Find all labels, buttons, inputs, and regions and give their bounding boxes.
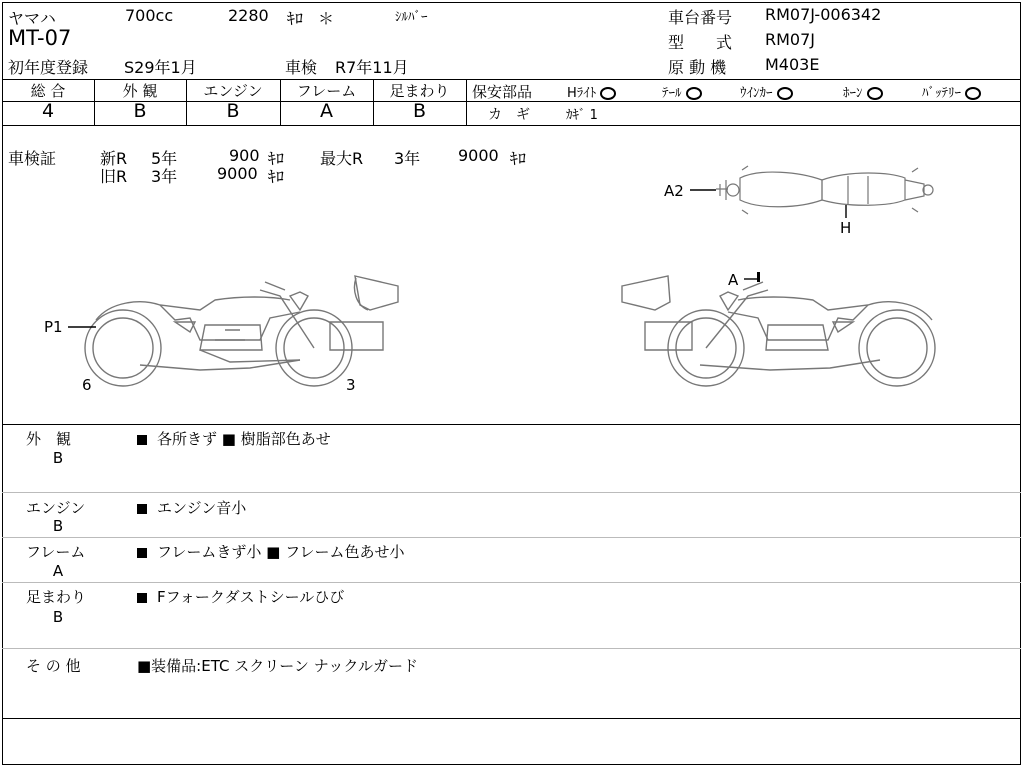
engine-value: M403E (765, 55, 820, 74)
comment-area-bottom (2, 718, 1021, 719)
marker-label-p1: P1 (44, 318, 63, 336)
cert-old-label: 旧R (100, 167, 128, 186)
marker-label-h: H (840, 219, 852, 237)
section-divider-1 (2, 492, 1021, 493)
safety-item-headlight: Hﾗｲﾄ (567, 82, 616, 101)
first-reg-value: S29年1月 (124, 58, 197, 77)
section-text-exterior: 各所きず ■ 樹脂部色あせ (137, 428, 331, 449)
ok-circle-icon (686, 87, 702, 100)
grade-label-overall: 総 合 (30, 82, 66, 100)
section-label-suspension: 足まわり (26, 588, 87, 606)
cert-new-unit: ｷﾛ (268, 149, 285, 168)
ok-circle-icon (600, 87, 616, 100)
marker-label-a2: A2 (664, 182, 684, 200)
ok-circle-icon (867, 87, 883, 100)
grade-value-suspension: B (412, 100, 427, 122)
cert-max-unit: ｷﾛ (510, 149, 527, 168)
mileage-unit: ｷﾛ (287, 9, 304, 28)
cert-new-price: 900 (229, 146, 260, 165)
frame-no-label: 車台番号 (668, 8, 733, 27)
section-divider-4 (2, 648, 1021, 649)
cert-label: 車検証 (8, 149, 57, 168)
model-name: MT-07 (8, 26, 72, 50)
ok-circle-icon (965, 87, 981, 100)
mileage-flag: ＊ (318, 9, 335, 28)
grade-label-frame: フレーム (296, 82, 357, 100)
cert-max-years: 3年 (394, 149, 421, 168)
section-label-engine: エンジン (26, 499, 86, 517)
safety-item-tail: ﾃｰﾙ (662, 82, 702, 101)
grade-table-bottom (2, 125, 1021, 126)
grade-label-engine: エンジン (203, 82, 263, 100)
cert-max-price: 9000 (458, 146, 499, 165)
cert-old-price: 9000 (217, 164, 258, 183)
frame-no-value: RM07J-006342 (765, 5, 882, 24)
cert-new-label: 新R (100, 149, 128, 168)
section-grade-frame: A (52, 562, 64, 580)
section-label-frame: フレーム (26, 543, 86, 561)
first-reg-label: 初年度登録 (8, 58, 89, 77)
safety-item-horn: ﾎｰﾝ (843, 82, 883, 101)
marker-label-3: 3 (346, 376, 356, 394)
ok-circle-icon (777, 87, 793, 100)
key-label: カ ギ (488, 107, 530, 123)
safety-label: 保安部品 (472, 83, 533, 101)
inspection-label: 車検 (285, 58, 318, 77)
grade-value-overall: 4 (41, 100, 55, 122)
type-value: RM07J (765, 30, 815, 49)
section-grade-suspension: B (52, 608, 64, 626)
grade-value-frame: A (320, 100, 333, 122)
bullet-icon (137, 593, 147, 603)
marker-label-6: 6 (82, 376, 92, 394)
section-grade-exterior: B (52, 449, 64, 467)
section-text-other: ■装備品:ETC スクリーン ナックルガード (137, 657, 418, 675)
grade-col-sep-5 (466, 79, 467, 125)
bullet-icon (137, 435, 147, 445)
bullet-icon (137, 504, 147, 514)
type-label: 型 式 (668, 33, 733, 52)
cert-old-unit: ｷﾛ (268, 167, 285, 186)
mileage: 2280 (228, 6, 269, 25)
cert-new-years: 5年 (151, 149, 178, 168)
displacement: 700cc (125, 6, 174, 25)
section-text-suspension: Fフォークダストシールひび (137, 586, 344, 607)
section-divider-3 (2, 582, 1021, 583)
section-text-frame: フレームきず小 ■ フレーム色あせ小 (137, 541, 405, 562)
grade-label-suspension: 足まわり (389, 82, 450, 100)
color: ｼﾙﾊﾞｰ (395, 10, 428, 25)
engine-label: 原 動 機 (668, 58, 727, 77)
safety-divider (466, 101, 1021, 102)
safety-item-battery: ﾊﾞｯﾃﾘｰ (922, 82, 981, 101)
grade-label-exterior: 外 観 (122, 82, 158, 100)
bullet-icon (137, 548, 147, 558)
grade-value-engine: B (226, 100, 240, 122)
grade-value-exterior: B (133, 100, 147, 122)
section-text-engine: エンジン音小 (137, 497, 246, 518)
comment-area-top (2, 424, 1021, 425)
section-divider-2 (2, 537, 1021, 538)
marker-label-a: A (728, 271, 739, 289)
section-grade-engine: B (52, 517, 64, 535)
inspection-value: R7年11月 (335, 58, 409, 77)
maker: ヤマハ (8, 9, 56, 28)
key-value: ｶｷﾞ 1 (566, 108, 598, 123)
section-label-other: そ の 他 (26, 657, 81, 675)
safety-item-winker: ｳｲﾝｶｰ (740, 82, 793, 101)
section-label-exterior: 外 観 (26, 430, 72, 448)
cert-max-label: 最大R (320, 149, 364, 168)
cert-old-years: 3年 (151, 167, 178, 186)
